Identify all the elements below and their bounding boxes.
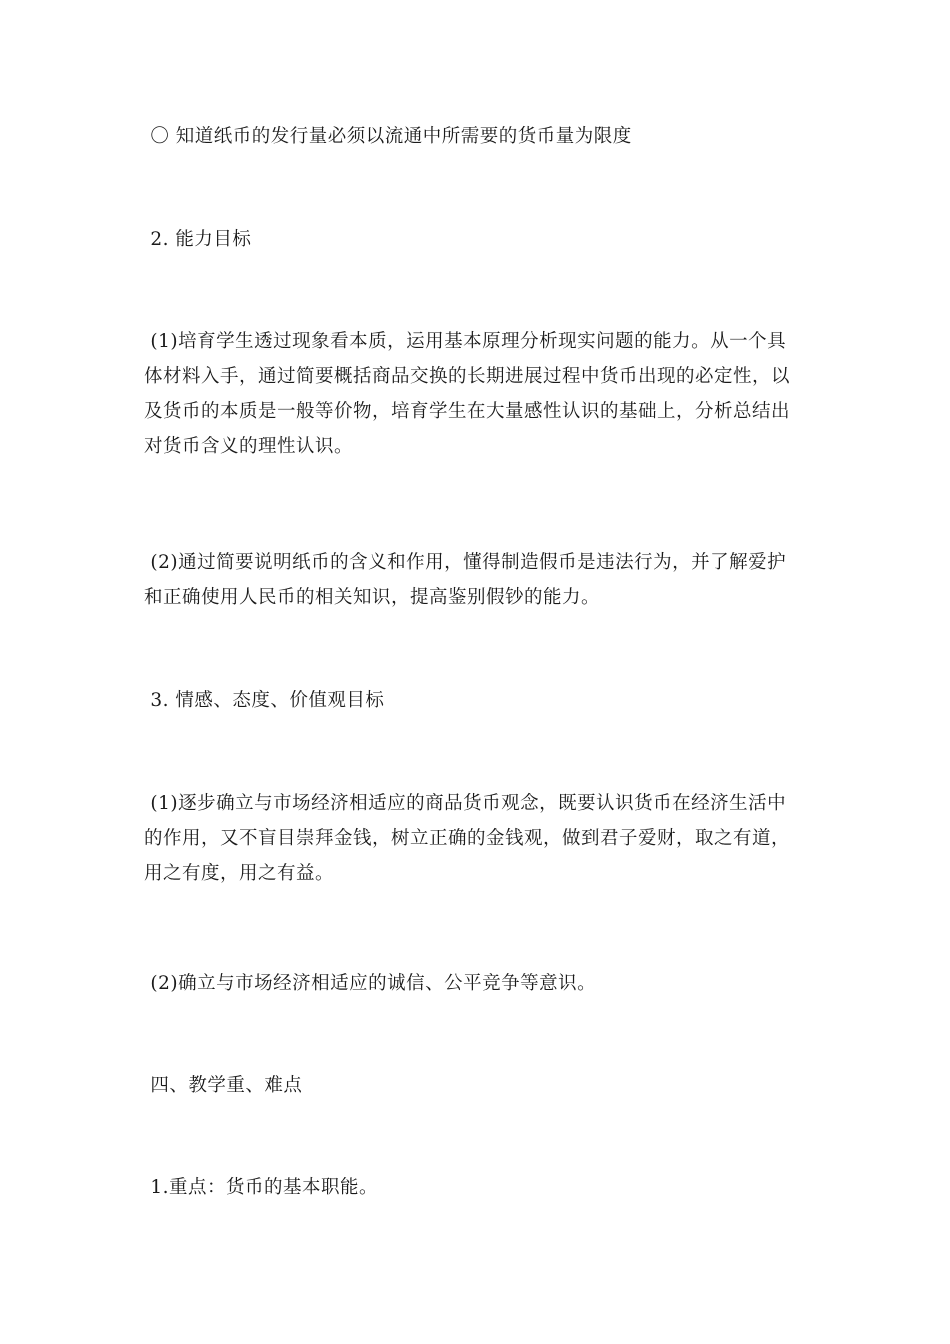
values-goal-heading: 3. 情感、态度、价值观目标 — [144, 690, 385, 711]
values-goal-item-2: (2)确立与市场经济相适应的诚信、公平竞争等意识。 — [144, 973, 597, 994]
paper-money-issuance-bullet: 〇 知道纸币的发行量必须以流通中所需要的货币量为限度 — [144, 126, 632, 147]
teaching-focus-heading: 四、教学重、难点 — [144, 1075, 303, 1096]
teaching-focus-item-1: 1.重点：货币的基本职能。 — [144, 1177, 379, 1198]
ability-goal-item-2: (2)通过简要说明纸币的含义和作用，懂得制造假币是违法行为，并了解爱护和正确使用人民币的相关知识，提高鉴别假钞的能力。 — [144, 552, 787, 608]
ability-goal-item-1: (1)培育学生透过现象看本质，运用基本原理分析现实问题的能力。从一个具体材料入手，通过简要概括商品交换的长期进展过程中货币出现的必定性，以及货币的本质是一般等价物，培育学生在大量感性认识的基础上，分析总结出对货币含义的理性认识。 — [144, 331, 791, 457]
ability-goal-heading: 2. 能力目标 — [144, 229, 252, 250]
values-goal-item-1: (1)逐步确立与市场经济相适应的商品货币观念，既要认识货币在经济生活中的作用，又不盲目崇拜金钱，树立正确的金钱观，做到君子爱财，取之有道，用之有度，用之有益。 — [144, 793, 791, 884]
